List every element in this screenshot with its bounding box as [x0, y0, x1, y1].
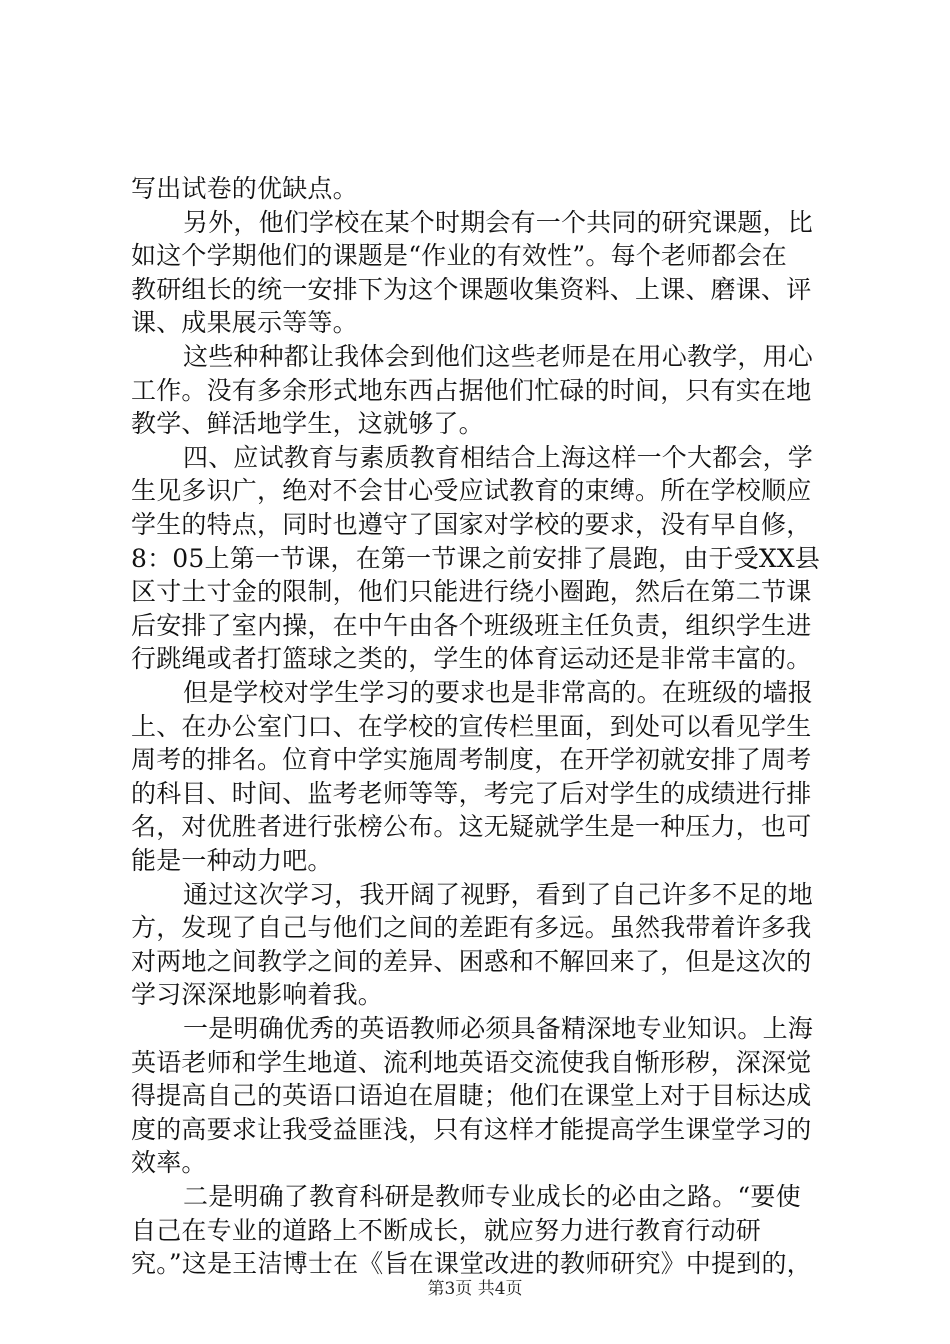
text-line: 周考的排名。位育中学实施周考制度，在开学初就安排了周考: [131, 745, 812, 775]
text-line: 这些种种都让我体会到他们这些老师是在用心教学，用心: [183, 342, 814, 371]
text-line: 区寸土寸金的限制，他们只能进行绕小圈跑，然后在第二节课: [131, 577, 812, 607]
text-line: 教研组长的统一安排下为这个课题收集资料、上课、磨课、评: [131, 274, 812, 304]
text-line: 名，对优胜者进行张榜公布。这无疑就学生是一种压力，也可: [131, 812, 812, 842]
text-line: 上、在办公室门口、在学校的宣传栏里面，到处可以看见学生: [131, 711, 812, 741]
text-line: 的科目、时间、监考老师等等，考完了后对学生的成绩进行排: [131, 778, 812, 808]
text-line: 度的高要求让我受益匪浅，只有这样才能提高学生课堂学习的: [131, 1114, 812, 1144]
text-line: 效率。: [131, 1148, 207, 1178]
text-line: 英语老师和学生地道、流利地英语交流使我自惭形秽，深深觉: [131, 1047, 812, 1077]
text-line: 得提高自己的英语口语迫在眉睫；他们在课堂上对于目标达成: [131, 1081, 812, 1111]
text-line: 四、应试教育与素质教育相结合上海这样一个大都会，学: [183, 442, 814, 472]
text-line: 另外，他们学校在某个时期会有一个共同的研究课题，比: [183, 207, 814, 237]
text-line: 通过这次学习，我开阔了视野，看到了自己许多不足的地: [183, 879, 814, 909]
text-line: 学习深深地影响着我。: [131, 980, 384, 1010]
text-line: 行跳绳或者打篮球之类的，学生的体育运动还是非常丰富的。: [131, 644, 812, 674]
text-line: 课、成果展示等等。: [131, 308, 358, 338]
text-line: 工作。没有多余形式地东西占据他们忙碌的时间，只有实在地: [131, 375, 812, 405]
text-line: 一是明确优秀的英语教师必须具备精深地专业知识。上海: [183, 1014, 814, 1043]
text-line: 如这个学期他们的课题是“作业的有效性”。每个老师都会在: [131, 241, 787, 271]
text-line: 教学、鲜活地学生，这就够了。: [131, 409, 484, 439]
text-line: 8：05上第一节课，在第一节课之前安排了晨跑，由于受XX县: [131, 543, 821, 573]
text-line: 自己在专业的道路上不断成长，就应努力进行教育行动研: [131, 1215, 762, 1245]
text-line: 但是学校对学生学习的要求也是非常高的。在班级的墙报: [183, 678, 814, 707]
text-line: 能是一种动力吧。: [131, 846, 333, 875]
page-footer: 第3页 共4页: [427, 1279, 523, 1299]
text-line: 对两地之间教学之间的差异、困惑和不解回来了，但是这次的: [131, 946, 812, 976]
text-line: 学生的特点，同时也遵守了国家对学校的要求，没有早自修，: [131, 510, 812, 539]
text-line: 二是明确了教育科研是教师专业成长的必由之路。“要使: [183, 1182, 801, 1211]
text-line: 后安排了室内操，在中午由各个班级班主任负责，组织学生进: [131, 610, 812, 640]
text-line: 生见多识广，绝对不会甘心受应试教育的束缚。所在学校顺应: [131, 476, 812, 506]
text-line: 方，发现了自己与他们之间的差距有多远。虽然我带着许多我: [131, 913, 812, 943]
text-line: 究。”这是王洁博士在《旨在课堂改进的教师研究》中提到的，: [131, 1249, 812, 1279]
text-line: 写出试卷的优缺点。: [131, 174, 358, 203]
